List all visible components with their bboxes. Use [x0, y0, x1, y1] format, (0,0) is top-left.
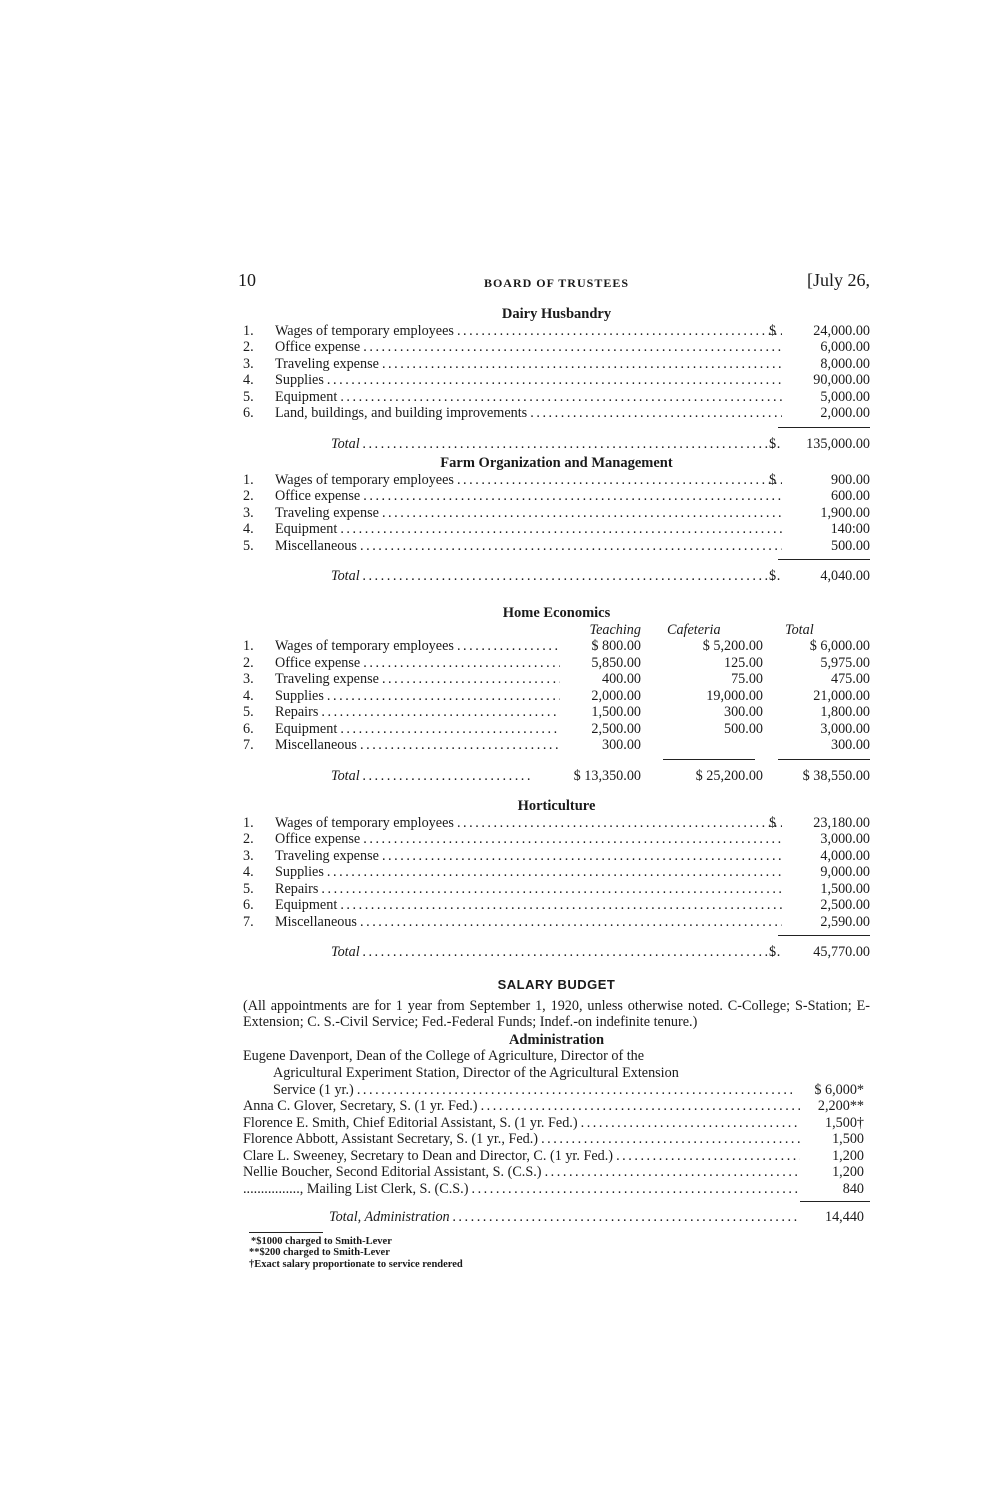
item-number: 6. — [243, 897, 254, 914]
item-amount: 1,900.00 — [820, 504, 870, 521]
item-amount: 500.00 — [830, 537, 870, 554]
running-title: BOARD OF TRUSTEES — [483, 276, 630, 290]
total-dollar: $ — [769, 944, 777, 961]
item-label: Traveling expense . . . — [275, 848, 782, 865]
table-row — [243, 897, 870, 914]
teaching-amount: 1,500.00 — [591, 704, 641, 721]
total-label: Total . . . — [331, 768, 534, 785]
teaching-amount: 300.00 — [601, 737, 641, 754]
table-row — [243, 848, 870, 865]
item-number: 2. — [243, 654, 254, 671]
horticulture-section — [243, 798, 870, 961]
teaching-amount: 2,500.00 — [591, 720, 641, 737]
salary-note: (All appointments are for 1 year from September 1, 1920, unless otherwise noted. C-College; S-Station; E-Extension; C. S.-Civil Service; Fed.-Federal Funds; Indef.-on indefinite tenure.) — [243, 997, 870, 1031]
col-teaching: Teaching — [589, 621, 641, 638]
item-amount: 23,180.00 — [813, 814, 870, 831]
item-number: 1. — [243, 638, 254, 655]
table-row — [243, 521, 870, 538]
director-entry-line3 — [243, 1082, 870, 1099]
item-label: Equipment . . . — [275, 721, 560, 738]
item-number: 5. — [243, 537, 254, 554]
table-row — [243, 721, 870, 738]
item-number: 5. — [243, 704, 254, 721]
item-label: Office expense . . . — [275, 655, 560, 672]
item-label: Wages of temporary employees . . . — [275, 638, 560, 655]
director-entry-service: Service (1 yr.) . . . — [273, 1082, 792, 1099]
administration-title: Administration — [508, 1031, 605, 1048]
entry-label: Clare L. Sweeney, Secretary to Dean and Director, C. (1 yr. Fed.) . . . — [243, 1148, 800, 1165]
item-amount: 6,000.00 — [820, 339, 870, 356]
item-label: Repairs . . . — [275, 704, 560, 721]
sum-rule — [800, 1201, 870, 1202]
teaching-amount: 2,000.00 — [591, 687, 641, 704]
item-number: 5. — [243, 880, 254, 897]
page-date: [July 26, — [807, 270, 870, 290]
sum-rule — [663, 759, 755, 760]
total-teaching: $ 13,350.00 — [573, 767, 641, 784]
table-row — [243, 737, 870, 754]
item-label: Traveling expense . . . — [275, 505, 782, 522]
item-amount: 2,000.00 — [820, 405, 870, 422]
total-amount: 475.00 — [830, 671, 870, 688]
item-dollar: $ — [769, 471, 777, 488]
entry-amount: 1,200 — [832, 1164, 864, 1181]
cafeteria-amount: 300.00 — [723, 704, 763, 721]
table-row — [243, 815, 870, 832]
total-amount: $ 6,000.00 — [809, 638, 870, 655]
item-number: 2. — [243, 339, 254, 356]
item-amount: 90,000.00 — [813, 372, 870, 389]
item-label: Office expense . . . — [275, 488, 782, 505]
horticulture-total-row — [243, 944, 870, 961]
sum-rule — [778, 427, 870, 428]
total-total: $ 38,550.00 — [802, 767, 870, 784]
item-amount: 5,000.00 — [820, 388, 870, 405]
entry-label: Florence E. Smith, Chief Editorial Assistant, S. (1 yr. Fed.) . . . — [243, 1115, 800, 1132]
item-label: Supplies . . . — [275, 864, 782, 881]
item-amount: 2,590.00 — [820, 913, 870, 930]
farm-organization-section — [243, 455, 870, 585]
item-amount: 140:00 — [830, 521, 870, 538]
table-row — [243, 488, 870, 505]
item-number: 6. — [243, 720, 254, 737]
teaching-amount: $ 800.00 — [591, 638, 641, 655]
salary-budget-section — [243, 977, 870, 1270]
entry-amount: 1,500 — [832, 1131, 864, 1148]
item-label: Supplies . . . — [275, 688, 560, 705]
sum-rule — [778, 935, 870, 936]
item-number: 3. — [243, 847, 254, 864]
item-label: Repairs . . . — [275, 881, 782, 898]
teaching-amount: 5,850.00 — [591, 654, 641, 671]
table-row — [243, 688, 870, 705]
cafeteria-amount: 19,000.00 — [706, 687, 763, 704]
item-label: Miscellaneous . . . — [275, 914, 782, 931]
section-title: Horticulture — [517, 798, 596, 814]
item-number: 4. — [243, 521, 254, 538]
item-label: Miscellaneous . . . — [275, 737, 560, 754]
farm-items — [243, 472, 870, 555]
item-number: 1. — [243, 471, 254, 488]
table-row — [243, 372, 870, 389]
entry-amount: 1,200 — [832, 1147, 864, 1164]
table-row — [243, 831, 870, 848]
item-number: 4. — [243, 372, 254, 389]
item-label: Equipment . . . — [275, 389, 782, 406]
table-row — [243, 356, 870, 373]
home-total-row — [243, 768, 870, 785]
footnote-2: **$200 charged to Smith-Lever — [249, 1247, 390, 1259]
home-economics-section — [243, 605, 870, 784]
item-number: 1. — [243, 814, 254, 831]
salary-entry — [243, 1115, 870, 1132]
table-row — [243, 914, 870, 931]
footnote-3: †Exact salary proportionate to service rendered — [249, 1258, 463, 1270]
total-label: Total . . . — [331, 944, 782, 961]
col-total: Total — [785, 621, 814, 638]
item-amount: 8,000.00 — [820, 355, 870, 372]
table-row — [243, 881, 870, 898]
table-row — [243, 505, 870, 522]
salary-entry — [243, 1098, 870, 1115]
column-headers — [243, 622, 870, 639]
salary-entry — [243, 1164, 870, 1181]
item-label: Office expense . . . — [275, 339, 782, 356]
dairy-total-row — [243, 436, 870, 453]
item-label: Office expense . . . — [275, 831, 782, 848]
cafeteria-amount: $ 5,200.00 — [702, 638, 763, 655]
item-label: Wages of temporary employees . . . — [275, 472, 782, 489]
salary-entry — [243, 1148, 870, 1165]
total-label: Total . . . — [331, 436, 782, 453]
cafeteria-amount: 75.00 — [731, 671, 763, 688]
item-label: Supplies . . . — [275, 372, 782, 389]
item-number: 2. — [243, 831, 254, 848]
item-number: 7. — [243, 737, 254, 754]
salary-entries — [243, 1098, 870, 1197]
salary-entry — [243, 1181, 870, 1198]
item-amount: 900.00 — [830, 471, 870, 488]
item-number: 3. — [243, 671, 254, 688]
dairy-husbandry-section — [243, 306, 870, 452]
table-row — [243, 323, 870, 340]
footnote-1: *$1000 charged to Smith-Lever — [251, 1235, 392, 1247]
table-row — [243, 472, 870, 489]
table-row — [243, 405, 870, 422]
sum-rule — [778, 759, 870, 760]
salary-entry — [243, 1131, 870, 1148]
director-entry-line2: Agricultural Experiment Station, Director of the Agricultural Extension — [273, 1064, 679, 1081]
table-row — [243, 864, 870, 881]
entry-amount: 2,200** — [817, 1098, 864, 1115]
page-number: 10 — [238, 270, 256, 290]
item-amount: 9,000.00 — [820, 864, 870, 881]
item-label: Traveling expense . . . — [275, 671, 560, 688]
item-label: Equipment . . . — [275, 521, 782, 538]
item-amount: 1,500.00 — [820, 880, 870, 897]
item-amount: 3,000.00 — [820, 831, 870, 848]
table-row — [243, 389, 870, 406]
item-number: 3. — [243, 355, 254, 372]
item-number: 4. — [243, 864, 254, 881]
entry-amount: 1,500† — [824, 1114, 864, 1131]
farm-total-row — [243, 568, 870, 585]
item-label: Traveling expense . . . — [275, 356, 782, 373]
item-amount: 600.00 — [830, 488, 870, 505]
item-number: 5. — [243, 388, 254, 405]
total-label: Total . . . — [331, 568, 782, 585]
table-row — [243, 671, 870, 688]
entry-label: Nellie Boucher, Second Editorial Assistant, S. (C.S.) . . . — [243, 1164, 800, 1181]
table-row — [243, 339, 870, 356]
admin-total-row — [243, 1209, 870, 1226]
item-dollar: $ — [769, 814, 777, 831]
salary-budget-title: SALARY BUDGET — [497, 977, 616, 992]
total-amount: 5,975.00 — [820, 654, 870, 671]
section-title: Farm Organization and Management — [440, 455, 673, 471]
horticulture-items — [243, 815, 870, 931]
total-amount: 21,000.00 — [813, 687, 870, 704]
total-cafeteria: $ 25,200.00 — [695, 767, 763, 784]
item-amount: 2,500.00 — [820, 897, 870, 914]
table-row — [243, 538, 870, 555]
item-number: 4. — [243, 687, 254, 704]
entry-amount: 840 — [842, 1180, 864, 1197]
dairy-items — [243, 323, 870, 422]
table-row — [243, 704, 870, 721]
cafeteria-amount: 125.00 — [723, 654, 763, 671]
item-amount: 24,000.00 — [813, 322, 870, 339]
total-label: Total, Administration . . . — [329, 1209, 800, 1226]
item-number: 2. — [243, 488, 254, 505]
teaching-amount: 400.00 — [601, 671, 641, 688]
item-number: 7. — [243, 913, 254, 930]
total-amount: 4,040.00 — [820, 568, 870, 585]
total-amount: 300.00 — [830, 737, 870, 754]
entry-label: Anna C. Glover, Secretary, S. (1 yr. Fed.) . . . — [243, 1098, 800, 1115]
cafeteria-amount: 500.00 — [723, 720, 763, 737]
director-entry-line1: Eugene Davenport, Dean of the College of Agriculture, Director of the — [243, 1048, 645, 1065]
director-amount: $ 6,000* — [814, 1081, 864, 1098]
table-row — [243, 655, 870, 672]
item-label: Land, buildings, and building improvements . . . — [275, 405, 782, 422]
home-items — [243, 638, 870, 754]
total-amount: 14,440 — [824, 1209, 864, 1226]
total-dollar: $ — [769, 568, 777, 585]
item-label: Miscellaneous . . . — [275, 538, 782, 555]
entry-label: Florence Abbott, Assistant Secretary, S. (1 yr., Fed.) . . . — [243, 1131, 800, 1148]
item-dollar: $ — [769, 322, 777, 339]
item-label: Wages of temporary employees . . . — [275, 323, 782, 340]
total-amount: 3,000.00 — [820, 720, 870, 737]
total-dollar: $ — [769, 435, 777, 452]
section-title: Dairy Husbandry — [501, 306, 612, 322]
total-amount: 45,770.00 — [813, 944, 870, 961]
col-cafeteria: Cafeteria — [667, 621, 721, 638]
entry-label: ................, Mailing List Clerk, S. (C.S.) . . . — [243, 1181, 800, 1198]
item-number: 6. — [243, 405, 254, 422]
sum-rule — [778, 559, 870, 560]
total-amount: 135,000.00 — [806, 435, 870, 452]
item-number: 3. — [243, 504, 254, 521]
item-label: Wages of temporary employees . . . — [275, 815, 782, 832]
footnote-rule — [249, 1232, 323, 1233]
item-label: Equipment . . . — [275, 897, 782, 914]
table-row — [243, 638, 870, 655]
item-number: 1. — [243, 322, 254, 339]
item-amount: 4,000.00 — [820, 847, 870, 864]
total-amount: 1,800.00 — [820, 704, 870, 721]
section-title: Home Economics — [502, 605, 611, 621]
